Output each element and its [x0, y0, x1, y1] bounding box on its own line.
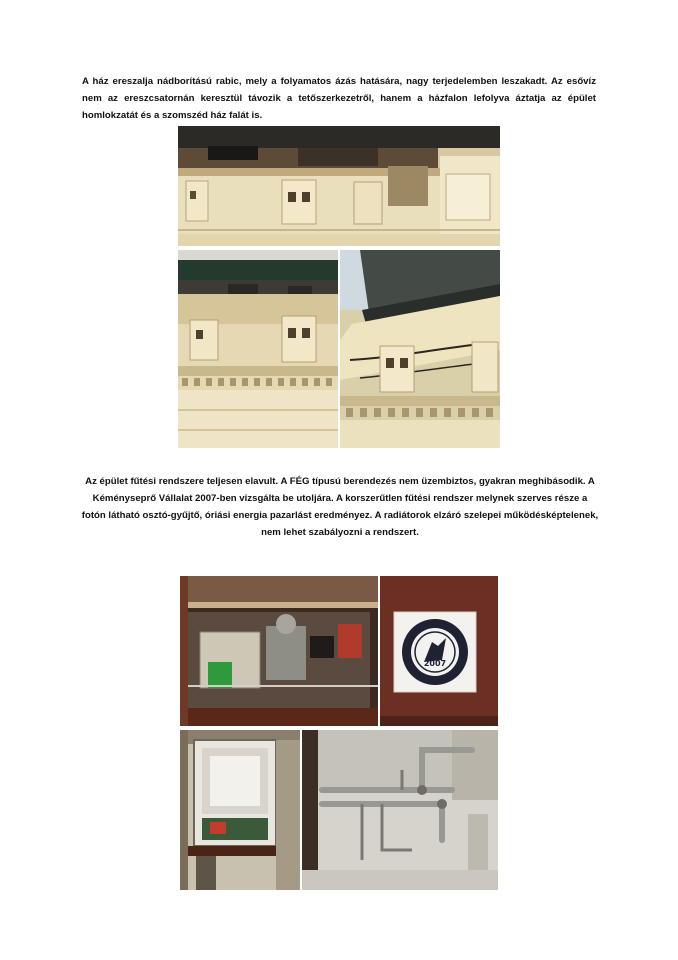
photo-gutter-closeup [340, 250, 500, 448]
paragraph-heating-system: Az épület fűtési rendszere teljesen elavult. A FÉG típusú berendezés nem üzembiztos, gyakran meghibásodik. A Kéményseprő Vállalat 2007-ben vizsgálta be utoljára. A korszerűtlen fűtési rendszer melynek szerves része a fotón látható osztó-gyűjtő, óriási energia pazarlást eredményez. A radiátorok elzáró szelepei működésképtelenek, nem lehet szabályozni a rendszert. [81, 475, 599, 538]
photo-chimney-sticker [380, 576, 498, 726]
photo-eaves-gutter-left [178, 250, 338, 448]
paragraph-eaves-damage: A ház ereszalja nádborítású rabic, mely a folyamatos ázás hatására, nagy terjedelemben leszakadt. Az esővíz nem az ereszcsatornán keresztül távozik a tetőszerkezetről, hanem a házfalon lefolyva áztatja az épület homlokzatát és a szomszéd ház falát is. [82, 75, 596, 121]
photo-eaves-wide [178, 126, 500, 246]
photo-boiler-open [180, 730, 300, 890]
photo-distributor-pipes [302, 730, 498, 890]
sticker-year: 2007 [423, 659, 447, 668]
photo-boiler-internals [180, 576, 378, 726]
